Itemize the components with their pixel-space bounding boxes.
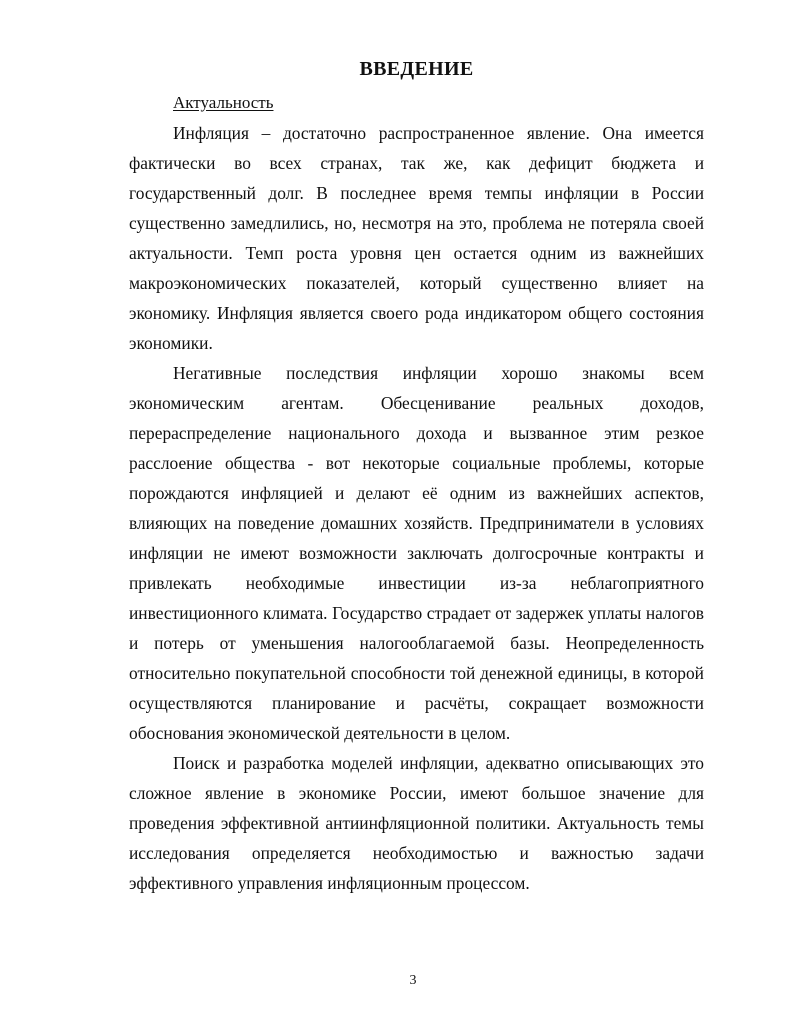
section-heading: Актуальность [173, 93, 274, 112]
page-title: ВВЕДЕНИЕ [359, 58, 474, 80]
paragraph: Негативные последствия инфляции хорошо знакомы всем экономическим агентам. Обесценивание реальных доходов, перераспределение национального дохода и вызванное этим резкое расслоение общества - вот некоторые социальные проблемы, которые порождаются инфляцией и делают её одним из важнейших аспектов, влияющих на поведение домашних хозяйств. Предприниматели в условиях инфляции не имеют возможности заключать долгосрочные контракты и привлекать необходимые инвестиции из-за неблагоприятного инвестиционного климата. Государство страдает от задержек уплаты налогов и потерь от уменьшения налогооблагаемой базы. Неопределенность относительно покупательной способности той денежной единицы, в которой осуществляются планирование и расчёты, сокращает возможности обоснования экономической деятельности в целом. [129, 363, 704, 743]
page-number: 3 [409, 973, 417, 988]
paragraph: Инфляция – достаточно распространенное явление. Она имеется фактически во всех странах, так же, как дефицит бюджета и государственный долг. В последнее время темпы инфляции в России существенно замедлились, но, несмотря на это, проблема не потеряла своей актуальности. Темп роста уровня цен остается одним из важнейших макроэкономических показателей, который существенно влияет на экономику. Инфляция является своего рода индикатором общего состояния экономики. [129, 123, 704, 353]
body-text [129, 118, 704, 898]
paragraph: Поиск и разработка моделей инфляции, адекватно описывающих это сложное явление в экономике России, имеют большое значение для проведения эффективной антиинфляционной политики. Актуальность темы исследования определяется необходимостью и важностью задачи эффективного управления инфляционным процессом. [129, 753, 704, 893]
